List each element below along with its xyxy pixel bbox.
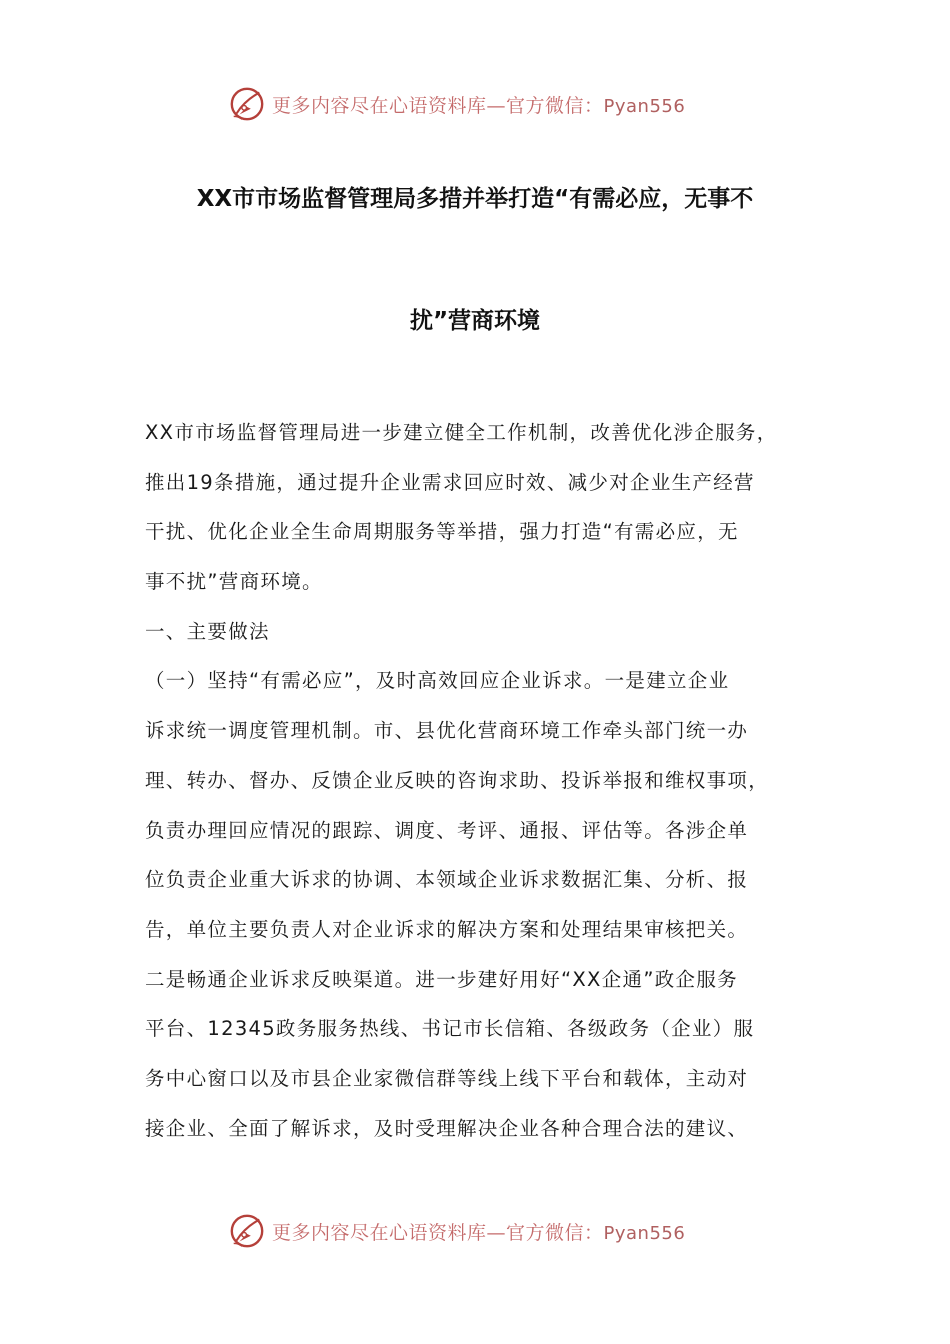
body-line: 务中心窗口以及市县企业家微信群等线上线下平台和载体，主动对 bbox=[145, 1066, 749, 1090]
section-heading: 一、主要做法 bbox=[145, 619, 270, 643]
watermark-text-cn: 更多内容尽在心语资料库—官方微信： bbox=[272, 94, 604, 117]
header-watermark bbox=[228, 84, 685, 124]
body-line: 位负责企业重大诉求的协调、本领域企业诉求数据汇集、分析、报 bbox=[145, 868, 749, 892]
watermark-text bbox=[272, 1218, 685, 1245]
body-line: 平台、12345政务服务热线、书记市长信箱、各级政务（企业）服 bbox=[145, 1017, 755, 1041]
body-line: 事不扰”营商环境。 bbox=[145, 570, 323, 594]
body-line: XX市市场监督管理局进一步建立健全工作机制，改善优化涉企服务， bbox=[145, 421, 778, 444]
watermark-wechat-id: Pyan556 bbox=[603, 95, 686, 117]
body-line: 负责办理回应情况的跟踪、调度、考评、通报、评估等。各涉企单 bbox=[145, 818, 749, 842]
pen-quill-logo-icon bbox=[228, 85, 266, 123]
body-line: 诉求统一调度管理机制。市、县优化营商环境工作牵头部门统一办 bbox=[145, 719, 749, 743]
body-line: 推出19条措施，通过提升企业需求回应时效、减少对企业生产经营 bbox=[145, 470, 755, 494]
document-body bbox=[145, 414, 810, 1159]
document-title-line-2: 扰”营商环境 bbox=[409, 308, 541, 334]
document-title-line-1: XX市市场监督管理局多措并举打造“有需必应，无事不 bbox=[196, 186, 754, 212]
body-line: （一）坚持“有需必应”，及时高效回应企业诉求。一是建立企业 bbox=[145, 669, 730, 693]
watermark-wechat-id: Pyan556 bbox=[603, 1222, 686, 1244]
watermark-text-cn: 更多内容尽在心语资料库—官方微信： bbox=[272, 1221, 604, 1244]
body-line: 干扰、优化企业全生命周期服务等举措，强力打造“有需必应，无 bbox=[145, 520, 739, 544]
body-line: 二是畅通企业诉求反映渠道。进一步建好用好“XX企通”政企服务 bbox=[145, 967, 738, 991]
footer-watermark bbox=[228, 1211, 685, 1251]
body-line: 告，单位主要负责人对企业诉求的解决方案和处理结果审核把关。 bbox=[145, 917, 749, 941]
watermark-text bbox=[272, 91, 685, 118]
pen-quill-logo-icon bbox=[228, 1212, 266, 1250]
body-line: 接企业、全面了解诉求，及时受理解决企业各种合理合法的建议、 bbox=[145, 1116, 749, 1140]
body-line: 理、转办、督办、反馈企业反映的咨询求助、投诉举报和维权事项， bbox=[145, 768, 770, 792]
